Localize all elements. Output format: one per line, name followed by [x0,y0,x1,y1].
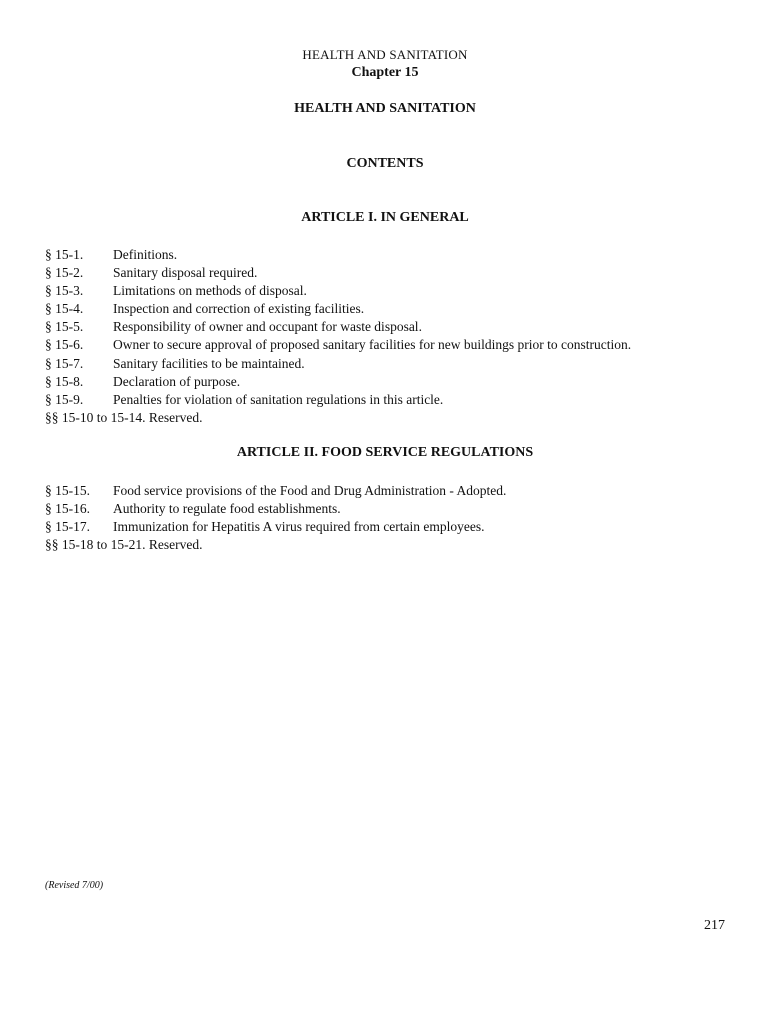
chapter-title: HEALTH AND SANITATION [294,101,476,116]
article-2-contents-list [45,482,506,554]
section-title: Inspection and correction of existing facilities. [113,301,365,317]
section-title: Sanitary disposal required. [113,265,258,281]
toc-entry [45,518,506,536]
article-1-contents-list [45,246,631,427]
section-title: Authority to regulate food establishments. [113,501,341,517]
section-title: Responsibility of owner and occupant for waste disposal. [113,319,422,335]
section-title: Limitations on methods of disposal. [113,283,307,299]
section-number: § 15-8. [45,373,84,389]
section-title: Food service provisions of the Food and Drug Administration - Adopted. [113,483,507,498]
toc-entry [45,391,631,409]
article-1-heading: ARTICLE I. IN GENERAL [301,210,469,225]
revision-note: (Revised 7/00) [45,880,104,891]
running-head: HEALTH AND SANITATION [302,47,468,62]
article-2-heading: ARTICLE II. FOOD SERVICE REGULATIONS [236,445,534,460]
reserved-sections-text: §§ 15-18 to 15-21. Reserved. [45,537,203,553]
section-number: § 15-1. [45,247,84,262]
section-number: § 15-3. [45,283,84,299]
toc-entry [45,500,506,518]
toc-entry [45,300,631,318]
section-number: § 15-17. [45,519,90,535]
toc-entry [45,355,631,373]
toc-entry [45,482,506,500]
section-number: § 15-16. [45,501,90,517]
reserved-sections [45,409,631,427]
section-title: Owner to secure approval of proposed sanitary facilities for new buildings prior to construction. [113,337,632,353]
toc-entry [45,246,631,264]
section-number: § 15-4. [45,301,84,317]
section-number: § 15-2. [45,265,84,281]
chapter-number: Chapter 15 [351,65,419,80]
toc-entry [45,373,631,391]
reserved-sections [45,536,506,554]
toc-entry [45,264,631,282]
section-title: Immunization for Hepatitis A virus required from certain employees. [113,519,485,535]
section-number: § 15-6. [45,337,84,353]
section-number: § 15-15. [45,483,90,498]
section-title: Sanitary facilities to be maintained. [113,355,305,371]
section-title: Penalties for violation of sanitation regulations in this article. [113,391,444,407]
section-title: Definitions. [113,247,178,262]
contents-heading: CONTENTS [346,156,424,171]
toc-entry [45,336,631,354]
section-number: § 15-7. [45,355,84,371]
toc-entry [45,318,631,336]
section-title: Declaration of purpose. [113,373,241,389]
section-number: § 15-9. [45,391,84,407]
toc-entry [45,282,631,300]
page-number: 217 [704,918,725,933]
section-number: § 15-5. [45,319,84,335]
reserved-sections-text: §§ 15-10 to 15-14. Reserved. [45,409,203,425]
